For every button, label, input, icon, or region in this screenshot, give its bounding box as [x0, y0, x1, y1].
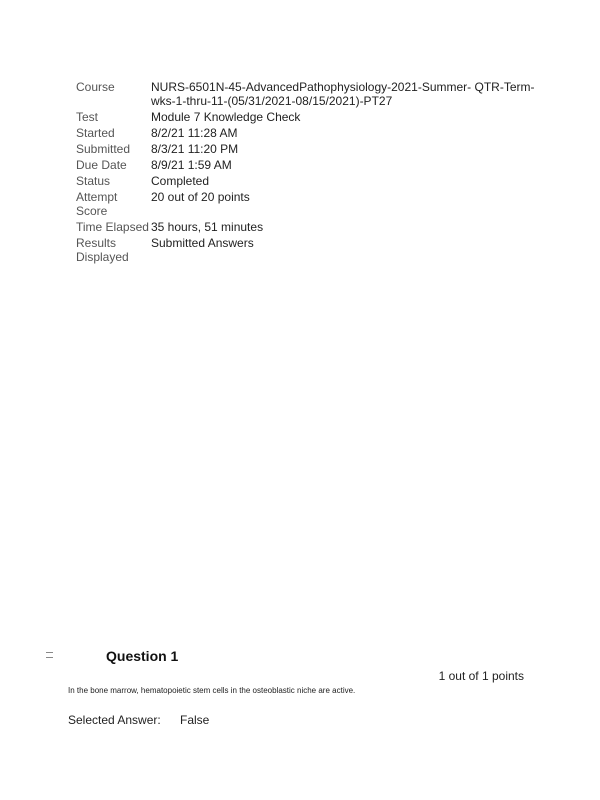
summary-label: Results Displayed — [76, 236, 129, 264]
summary-label: Submitted — [76, 142, 131, 156]
summary-row-time-elapsed — [76, 220, 546, 236]
marker-bar — [46, 652, 53, 653]
summary-label: Status — [76, 174, 111, 188]
summary-row-results-displayed — [76, 236, 546, 266]
attempt-score: 20 out of 20 points — [151, 190, 250, 204]
course-name: NURS-6501N-45-AdvancedPathophysiology-2021-Summer- QTR-Term-wks-1-thru-11-(05/31/2021-08/15/2021)-PT27 — [151, 80, 535, 108]
summary-row-submitted — [76, 142, 546, 158]
summary-row-test — [76, 110, 546, 126]
due-date: 8/9/21 1:59 AM — [151, 158, 232, 172]
summary-label: Attempt Score — [76, 190, 118, 218]
summary-row-status — [76, 174, 546, 190]
question-title: Question 1 — [106, 648, 179, 664]
summary-label: Due Date — [76, 158, 127, 172]
attempt-summary-table — [76, 80, 546, 266]
started-time: 8/2/21 11:28 AM — [151, 126, 238, 140]
results-displayed: Submitted Answers — [151, 236, 254, 250]
summary-label: Started — [76, 126, 115, 140]
submitted-time: 8/3/21 11:20 PM — [151, 142, 239, 156]
selected-answer-label: Selected Answer: — [68, 713, 161, 727]
summary-row-due-date — [76, 158, 546, 174]
marker-bar — [46, 657, 53, 658]
selected-answer-value: False — [180, 713, 210, 727]
question-collapse-icon[interactable] — [46, 652, 53, 661]
summary-row-course — [76, 80, 546, 110]
summary-row-attempt-score — [76, 190, 546, 220]
test-name: Module 7 Knowledge Check — [151, 110, 301, 124]
summary-label: Course — [76, 80, 115, 94]
summary-label: Test — [76, 110, 99, 124]
summary-label: Time Elapsed — [76, 220, 149, 234]
status-value: Completed — [151, 174, 210, 188]
question-points: 1 out of 1 points — [438, 669, 524, 683]
summary-row-started — [76, 126, 546, 142]
selected-answer-row — [68, 713, 209, 727]
time-elapsed: 35 hours, 51 minutes — [151, 220, 264, 234]
question-text: In the bone marrow, hematopoietic stem cells in the osteoblastic niche are active. — [68, 686, 356, 695]
